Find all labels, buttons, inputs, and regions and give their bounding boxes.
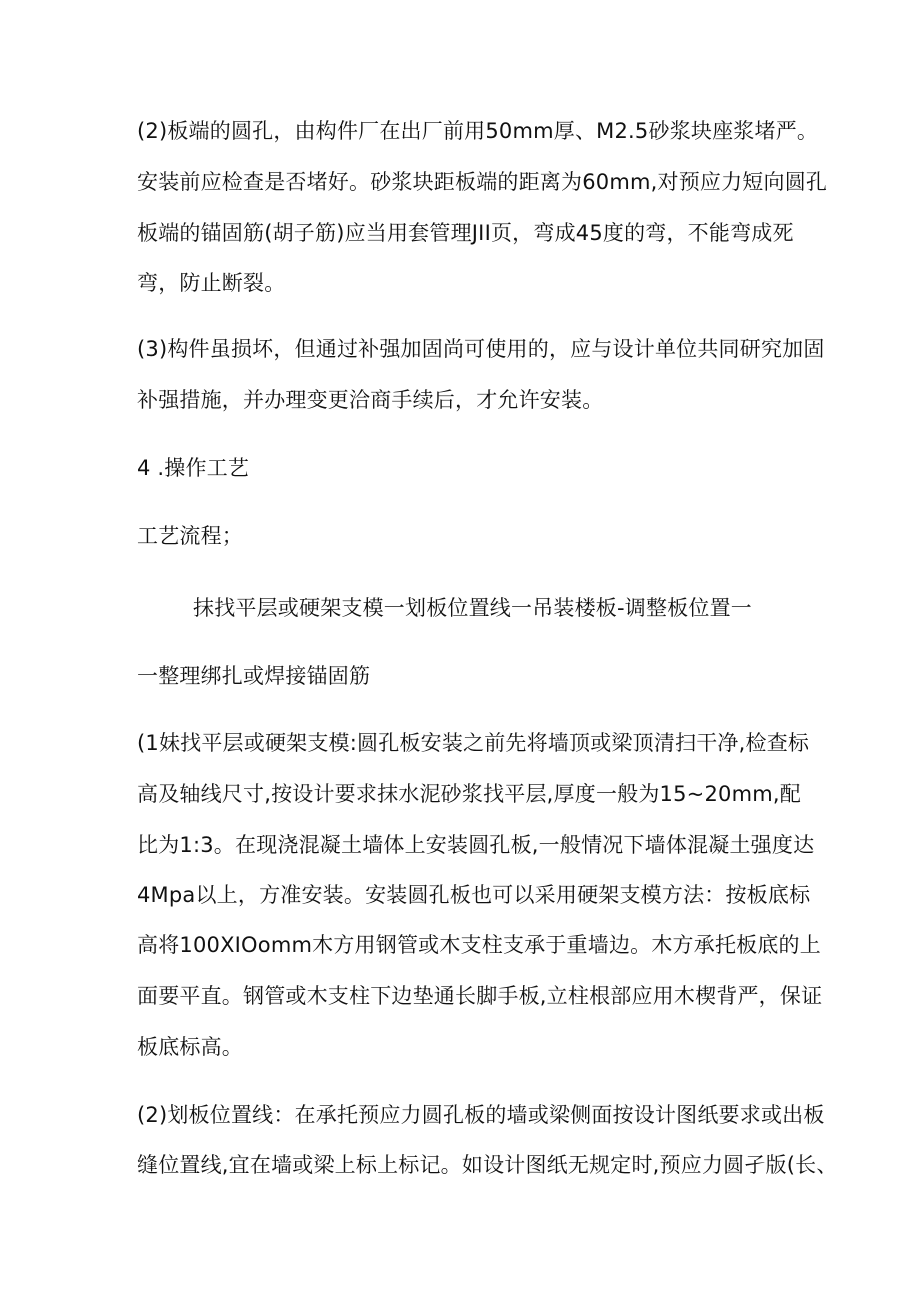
process-flow-line-2: 一整理绑扎或焊接锚固筋 xyxy=(137,664,371,688)
step-1-line-6: 面要平直。钢管或木支柱下边垫通长脚手板,立柱根部应用木楔背严，保证 xyxy=(137,984,823,1008)
process-flow-line-1: 抹找平层或硬架支模一划板位置线一吊装楼板-调整板位置一 xyxy=(193,596,752,620)
step-1-line-7: 板底标高。 xyxy=(137,1035,243,1059)
paragraph-3-line-2: 补强措施，并办理变更洽商手续后，才允许安装。 xyxy=(137,388,604,412)
step-1-line-1: (1妹找平层或硬架支模:圆孔板安装之前先将墙顶或梁顶清扫干净,检查标 xyxy=(137,731,810,755)
paragraph-2-line-2: 安装前应检查是否堵好。砂浆块距板端的距离为60mm,对预应力短向圆孔 xyxy=(137,170,828,194)
step-2-line-2: 缝位置线,宜在墙或梁上标上标记。如设计图纸无规定时,预应力圆孑版(长、 xyxy=(137,1153,838,1177)
paragraph-2-line-4: 弯，防止断裂。 xyxy=(137,271,286,295)
paragraph-2-line-1: (2)板端的圆孔，由构件厂在出厂前用50mm厚、M2.5砂浆块座浆堵严。 xyxy=(137,119,819,143)
step-2-line-1: (2)划板位置线：在承托预应力圆孔板的墙或梁侧面按设计图纸要求或出板 xyxy=(137,1103,825,1127)
section-heading: 4 .操作工艺 xyxy=(137,456,250,480)
paragraph-3-line-1: (3)构件虽损坏，但通过补强加固尚可使用的，应与设计单位共同研究加固 xyxy=(137,337,825,361)
process-flow-label: 工艺流程； xyxy=(137,524,243,548)
paragraph-2-line-3: 板端的锚固筋(胡子筋)应当用套管理JII页，弯成45度的弯，不能弯成死 xyxy=(137,221,794,245)
step-1-line-2: 高及轴线尺寸,按设计要求抹水泥砂浆找平层,厚度一般为15~20mm,配 xyxy=(137,782,801,806)
step-1-line-4: 4Mpa以上，方准安装。安装圆孔板也可以采用硬架支模方法：按板底标 xyxy=(137,883,811,907)
step-1-line-3: 比为1:3。在现浇混凝土墙体上安装圆孔板,一般情况下墙体混凝土强度达 xyxy=(137,833,815,857)
step-1-line-5: 高将100XIOomm木方用钢管或木支柱支承于重墙边。木方承托板底的上 xyxy=(137,933,821,957)
